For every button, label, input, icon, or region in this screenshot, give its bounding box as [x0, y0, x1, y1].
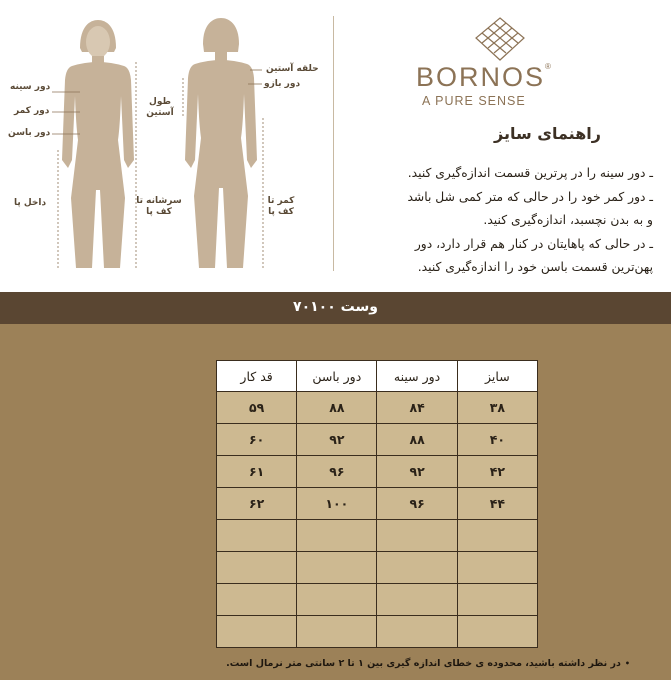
table-cell: ۳۸: [457, 392, 537, 424]
table-cell: ۹۲: [297, 424, 377, 456]
table-row: [217, 488, 538, 520]
body-figures: [0, 0, 335, 292]
product-title-bar: [0, 292, 671, 324]
table-cell: [377, 584, 457, 616]
brand-logo: [400, 14, 600, 114]
brand-name-text: BORNOS: [416, 62, 546, 92]
label-sleeve-hole: حلقه آستین: [266, 64, 319, 74]
table-cell: [457, 616, 537, 648]
size-guide-instructions: [333, 162, 653, 280]
diamond-logo-icon: [470, 16, 530, 62]
registered-mark: ®: [545, 62, 551, 71]
table-cell: ۹۲: [377, 456, 457, 488]
size-guide-header: [0, 0, 671, 292]
table-cell: [457, 520, 537, 552]
label-arm: دور بازو: [264, 79, 301, 89]
table-header-row: [217, 361, 538, 392]
table-cell: [297, 520, 377, 552]
label-shoulder-to-sole: سرشانه تا کف پا: [136, 196, 182, 217]
label-bust: دور سینه: [10, 82, 51, 92]
brand-tagline: A PURE SENSE: [422, 94, 526, 108]
table-cell: ۹۶: [377, 488, 457, 520]
table-cell: ۶۰: [217, 424, 297, 456]
note-bullet: •: [624, 659, 630, 668]
size-table-panel: [0, 324, 671, 680]
instruction-line: ـ دور کمر خود را در حالی که متر کمی شل باشد: [407, 189, 653, 204]
instruction-line: ـ در حالی که پاهایتان در کنار هم قرار دارد، دور: [414, 236, 653, 251]
table-cell: ۱۰۰: [297, 488, 377, 520]
body-silhouettes: [0, 0, 335, 292]
table-cell: [377, 552, 457, 584]
table-row: [217, 616, 538, 648]
back-figure: [185, 18, 257, 268]
table-row: [217, 520, 538, 552]
table-row: [217, 456, 538, 488]
table-cell: ۴۴: [457, 488, 537, 520]
instruction-line: پهن‌ترین قسمت باسن خود را اندازه‌گیری کنید.: [417, 260, 653, 274]
table-cell: ۶۱: [217, 456, 297, 488]
column-header-length: قد کار: [217, 361, 297, 392]
label-sleeve-length: طول آستین: [146, 97, 174, 118]
table-cell: ۵۹: [217, 392, 297, 424]
table-cell: ۸۴: [377, 392, 457, 424]
label-hip: دور باسن: [8, 128, 51, 138]
measurement-note: [200, 658, 630, 669]
table-cell: ۴۲: [457, 456, 537, 488]
column-header-hip: دور باسن: [297, 361, 377, 392]
label-waist: دور کمر: [14, 106, 50, 116]
table-row: [217, 584, 538, 616]
table-cell: [217, 520, 297, 552]
table-cell: ۴۰: [457, 424, 537, 456]
table-cell: ۸۸: [377, 424, 457, 456]
size-guide-title: راهنمای سایز: [494, 124, 601, 143]
instruction-line: ـ دور سینه را در پرترین قسمت اندازه‌گیری کنید.: [407, 166, 653, 180]
table-cell: [297, 552, 377, 584]
instruction-line: و به بدن نچسبد، اندازه‌گیری کنید.: [483, 213, 653, 227]
table-cell: ۹۶: [297, 456, 377, 488]
table-row: [217, 392, 538, 424]
front-figure: [62, 20, 134, 268]
table-cell: [297, 584, 377, 616]
table-cell: [377, 520, 457, 552]
table-cell: ۸۸: [297, 392, 377, 424]
product-title: وست ۷۰۱۰۰: [293, 299, 378, 315]
table-cell: [457, 552, 537, 584]
table-row: [217, 552, 538, 584]
table-cell: [217, 552, 297, 584]
table-cell: ۶۲: [217, 488, 297, 520]
table-cell: [297, 616, 377, 648]
column-header-bust: دور سینه: [377, 361, 457, 392]
note-text: در نظر داشته باشید، محدوده ی خطای اندازه گیری بین ۱ تا ۲ سانتی متر نرمال است.: [226, 658, 621, 669]
table-cell: [217, 616, 297, 648]
label-inseam: داخل پا: [14, 198, 47, 208]
table-row: [217, 424, 538, 456]
brand-name: [416, 62, 551, 93]
size-table: [216, 360, 538, 648]
table-cell: [377, 616, 457, 648]
table-cell: [457, 584, 537, 616]
column-header-size: سایز: [457, 361, 537, 392]
label-waist-to-sole: کمر تا کف پا: [267, 196, 295, 217]
table-cell: [217, 584, 297, 616]
